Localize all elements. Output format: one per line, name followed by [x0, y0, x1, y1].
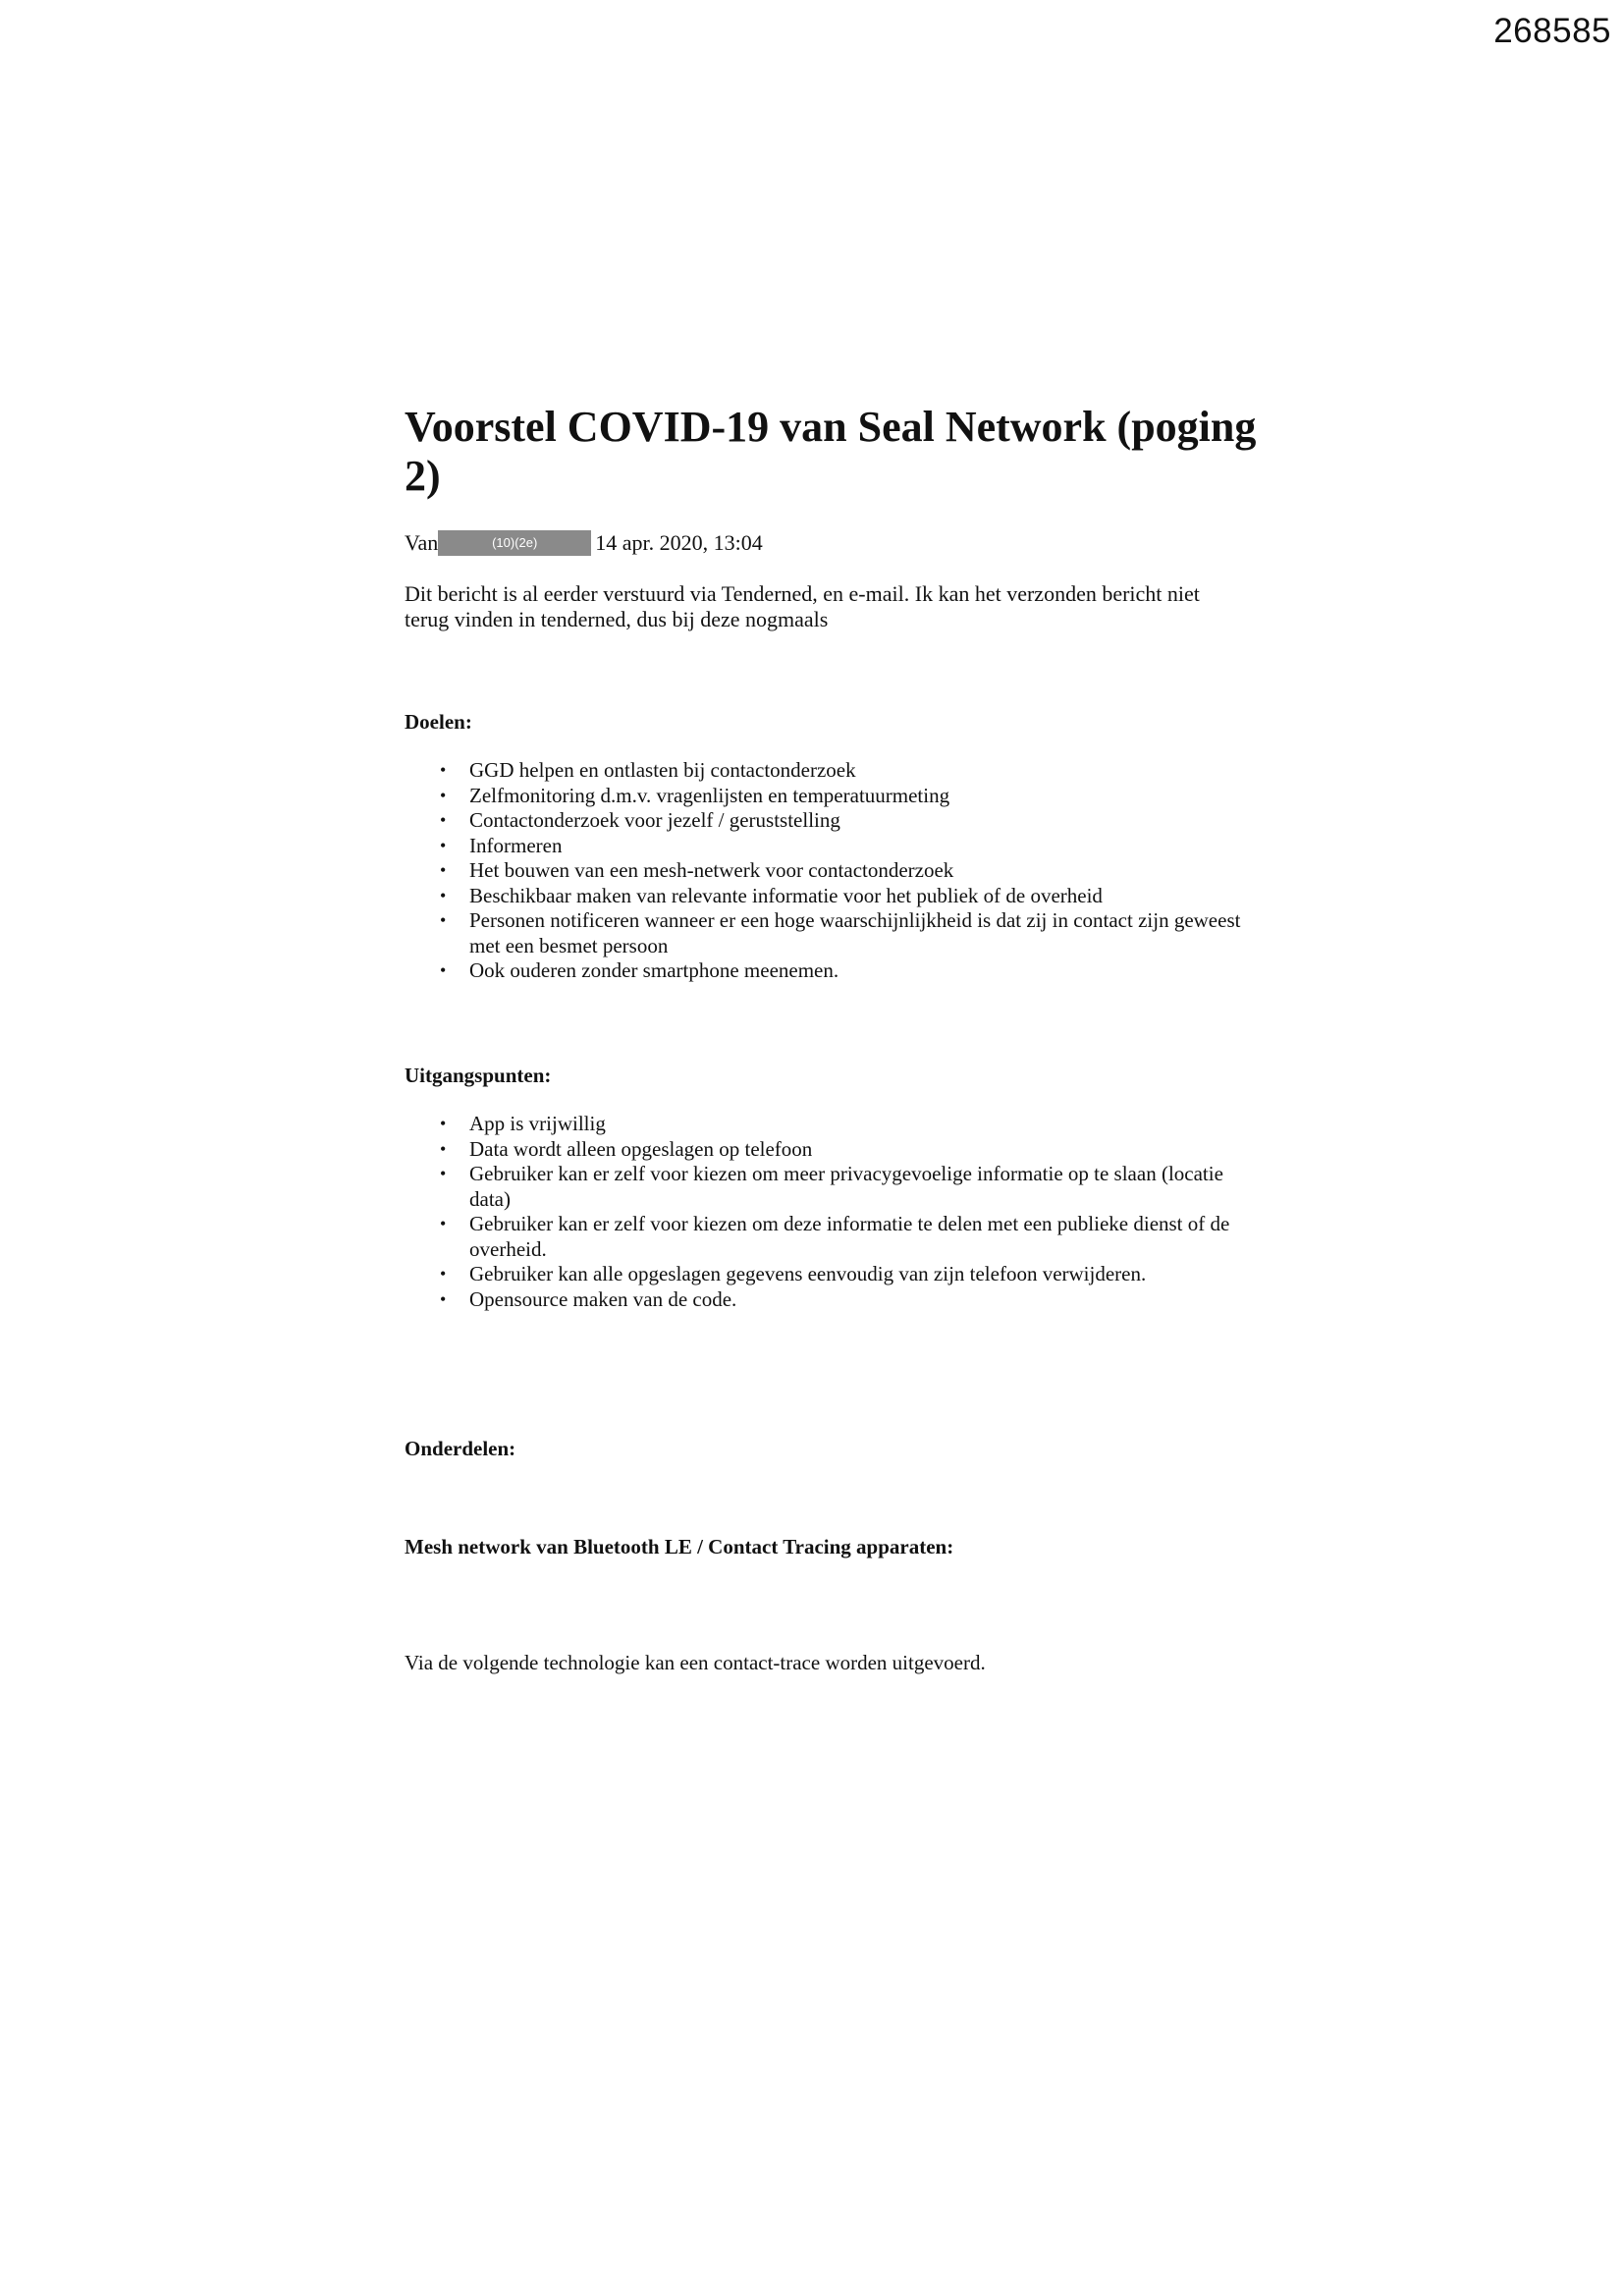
intro-text: Dit bericht is al eerder verstuurd via Tenderned, en e-mail. Ik kan het verzonden bericht niet terug vinden in tenderned, dus bij deze nogmaals [405, 581, 1200, 631]
bullet-icon: • [440, 810, 447, 830]
message-date: 14 apr. 2020, 13:04 [595, 530, 763, 555]
bullet-icon: • [440, 1264, 447, 1284]
onderdelen-heading: Onderdelen: [405, 1437, 516, 1460]
list-item: • Personen notificeren wanneer er een hoge waarschijnlijkheid is dat zij in contact zijn geweest met een besmet persoon [440, 908, 1241, 957]
redaction-box [438, 530, 591, 556]
closing-text: Via de volgende technologie kan een contact-trace worden uitgevoerd. [405, 1651, 986, 1674]
bullet-icon: • [440, 1164, 447, 1183]
bullet-icon: • [440, 785, 447, 805]
list-item: • Gebruiker kan alle opgeslagen gegevens eenvoudig van zijn telefoon verwijderen. [440, 1262, 1147, 1285]
doelen-heading: Doelen: [405, 710, 472, 734]
from-label: Van [405, 530, 439, 555]
list-item: • Gebruiker kan er zelf voor kiezen om meer privacygevoelige informatie op te slaan (locatie data) [440, 1162, 1223, 1211]
message-meta [405, 530, 763, 558]
list-item: • App is vrijwillig [440, 1112, 606, 1135]
list-item: • Beschikbaar maken van relevante informatie voor het publiek of de overheid [440, 883, 1103, 907]
bullet-icon: • [440, 910, 447, 930]
list-item: • Gebruiker kan er zelf voor kiezen om deze informatie te delen met een publieke dienst of de overheid. [440, 1212, 1230, 1261]
uitgangspunten-list [405, 1112, 1249, 1312]
bullet-icon: • [440, 1288, 447, 1309]
bullet-icon: • [440, 835, 447, 855]
list-item: • Contactonderzoek voor jezelf / geruststelling [440, 808, 840, 832]
list-item: • Zelfmonitoring d.m.v. vragenlijsten en temperatuurmeting [440, 783, 950, 807]
bullet-icon: • [440, 1214, 447, 1233]
redaction-code: (10)(2e) [492, 534, 538, 550]
doelen-list [405, 758, 1249, 984]
page-title: Voorstel COVID-19 van Seal Network (poging 2) [405, 403, 1257, 500]
list-item: • Het bouwen van een mesh-netwerk voor contactonderzoek [440, 858, 954, 882]
bullet-icon: • [440, 960, 447, 980]
bullet-icon: • [440, 885, 447, 905]
list-item: • GGD helpen en ontlasten bij contactonderzoek [440, 758, 856, 782]
bullet-icon: • [440, 760, 447, 780]
page-number: 268585 [1493, 12, 1611, 50]
list-item: • Ook ouderen zonder smartphone meenemen. [440, 958, 839, 982]
list-item: • Data wordt alleen opgeslagen op telefoon [440, 1136, 813, 1161]
list-item: • Opensource maken van de code. [440, 1286, 737, 1311]
uitgangspunten-heading: Uitgangspunten: [405, 1064, 552, 1087]
bullet-icon: • [440, 1138, 447, 1159]
mesh-heading: Mesh network van Bluetooth LE / Contact Tracing apparaten: [405, 1535, 954, 1558]
list-item: • Informeren [440, 833, 563, 857]
bullet-icon: • [440, 1114, 447, 1133]
bullet-icon: • [440, 860, 447, 880]
